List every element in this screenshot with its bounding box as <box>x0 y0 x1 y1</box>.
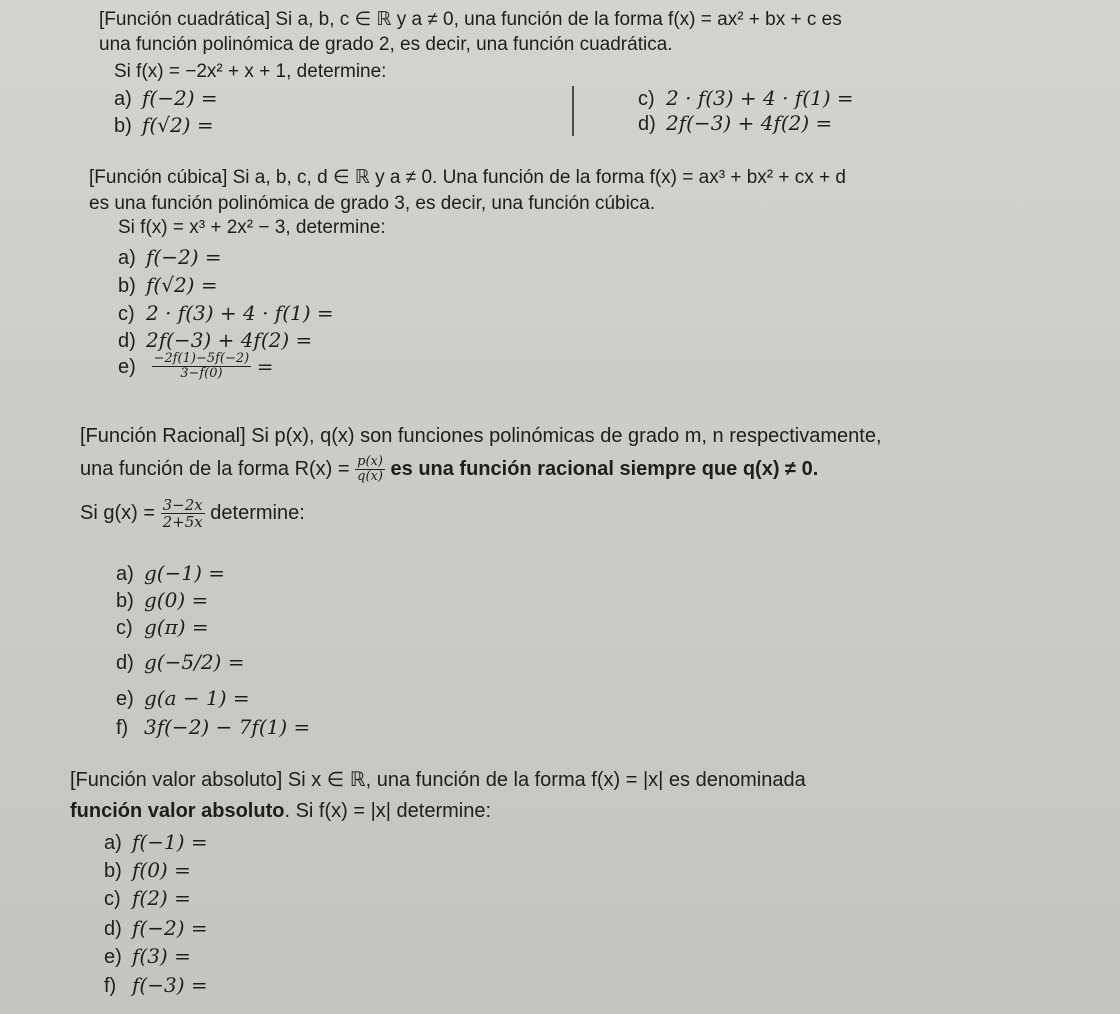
item-label: a) <box>104 832 122 854</box>
rational-item-a <box>116 561 225 586</box>
item-label: b) <box>118 275 136 297</box>
cubic-item-c <box>118 301 334 326</box>
absolute-item-e <box>104 944 191 969</box>
rational-item-b <box>116 588 208 613</box>
item-expression: f(−1) = <box>132 830 208 854</box>
item-expression: f(2) = <box>132 886 191 910</box>
item-label: e) <box>116 688 134 710</box>
item-label: d) <box>118 330 136 352</box>
column-divider <box>572 86 574 136</box>
quadratic-intro-line-1: [Función cuadrática] Si a, b, c ∈ ℝ y a ≠ 0, una función de la forma f(x) = ax² + bx + c es <box>99 9 842 30</box>
absolute-item-c <box>104 886 191 911</box>
item-expression: 2f(−3) + 4f(2) = <box>666 111 833 135</box>
rational-given-fraction <box>161 497 205 530</box>
cubic-item-e <box>118 352 274 381</box>
item-expression: f(0) = <box>132 858 191 882</box>
item-expression: f(−2) = <box>132 916 208 940</box>
rational-intro-line-1: [Función Racional] Si p(x), q(x) son funciones polinómicas de grado m, n respectivamente, <box>80 425 882 447</box>
cubic-intro-line-1: [Función cúbica] Si a, b, c, d ∈ ℝ y a ≠ 0. Una función de la forma f(x) = ax³ + bx² + cx + d <box>89 167 846 188</box>
item-label: b) <box>116 590 134 612</box>
cubic-item-b <box>118 273 218 298</box>
item-label: d) <box>638 113 656 135</box>
quadratic-given: Si f(x) = −2x² + x + 1, determine: <box>114 61 387 82</box>
item-label: c) <box>116 617 133 639</box>
rational-item-d <box>116 650 244 675</box>
item-expression: 2f(−3) + 4f(2) = <box>146 328 313 352</box>
rational-definition-fraction <box>355 455 385 484</box>
quadratic-item-b <box>114 113 214 138</box>
item-expression: f(−2) = <box>146 245 222 269</box>
rational-given <box>80 496 305 530</box>
fraction-numerator: p(x) <box>357 454 383 470</box>
absolute-term-bold: función valor absoluto <box>70 800 285 822</box>
absolute-item-b <box>104 858 191 883</box>
rational-given-suffix: determine: <box>210 502 305 524</box>
cubic-item-d <box>118 328 312 353</box>
item-expression: f(−3) = <box>132 973 208 997</box>
item-expression: g(0) = <box>144 588 209 612</box>
item-label: c) <box>118 303 135 325</box>
item-expression: g(−5/2) = <box>144 650 245 674</box>
fraction-denominator: q(x) <box>357 469 383 485</box>
absolute-intro-rest: . Si f(x) = |x| determine: <box>284 800 492 822</box>
item-expression: f(3) = <box>132 944 191 968</box>
quadratic-intro-line-2: una función polinómica de grado 2, es decir, una función cuadrática. <box>99 34 673 55</box>
rational-intro-prefix: una función de la forma R(x) = <box>80 458 350 480</box>
rational-intro-line-2 <box>80 452 818 486</box>
cubic-intro-line-2: es una función polinómica de grado 3, es decir, una función cúbica. <box>89 193 656 214</box>
fraction-numerator: −2f(1)−5f(−2) <box>153 351 250 366</box>
item-expression: g(−1) = <box>144 561 226 585</box>
quadratic-item-d <box>638 111 832 136</box>
item-expression: 2 · f(3) + 4 · f(1) = <box>146 301 334 325</box>
rational-item-e <box>116 686 250 711</box>
absolute-item-a <box>104 830 208 855</box>
rational-item-c <box>116 615 209 640</box>
item-expression: 2 · f(3) + 4 · f(1) = <box>666 86 854 110</box>
item-label: b) <box>104 860 122 882</box>
fraction-numerator: 3−2x <box>162 496 203 515</box>
item-label: c) <box>638 88 655 110</box>
rational-intro-suffix: es una función racional siempre que q(x) ≠ 0. <box>390 458 819 480</box>
item-label: a) <box>114 88 132 110</box>
absolute-item-d <box>104 916 208 941</box>
fraction-denominator: 3−f(0) <box>180 366 223 381</box>
cubic-item-a <box>118 245 222 270</box>
equals-sign: = <box>256 354 274 379</box>
item-expression: f(√2) = <box>146 273 218 297</box>
cubic-given: Si f(x) = x³ + 2x² − 3, determine: <box>118 217 386 238</box>
item-label: e) <box>104 946 122 968</box>
fraction-denominator: 2+5x <box>162 513 203 532</box>
item-expression: 3f(−2) − 7f(1) = <box>144 715 311 739</box>
rational-item-f <box>116 715 310 740</box>
item-label: a) <box>116 563 134 585</box>
item-expression: f(√2) = <box>142 113 214 137</box>
item-label: d) <box>116 652 134 674</box>
item-expression: f(−2) = <box>142 86 218 110</box>
absolute-intro-line-2 <box>70 800 491 822</box>
rational-given-prefix: Si g(x) = <box>80 502 156 524</box>
item-expression: g(a − 1) = <box>144 686 250 710</box>
fraction <box>152 352 252 381</box>
item-label: a) <box>118 247 136 269</box>
item-label: e) <box>118 355 136 378</box>
item-label: b) <box>114 115 132 137</box>
absolute-item-f <box>104 973 208 998</box>
item-label: d) <box>104 918 122 940</box>
item-expression: g(π) = <box>144 615 209 639</box>
quadratic-item-a <box>114 86 218 111</box>
item-label: c) <box>104 888 121 910</box>
item-label: f) <box>116 717 129 739</box>
item-label: f) <box>104 975 117 997</box>
absolute-intro-line-1: [Función valor absoluto] Si x ∈ ℝ, una función de la forma f(x) = |x| es denominada <box>70 769 806 791</box>
quadratic-item-c <box>638 86 854 111</box>
